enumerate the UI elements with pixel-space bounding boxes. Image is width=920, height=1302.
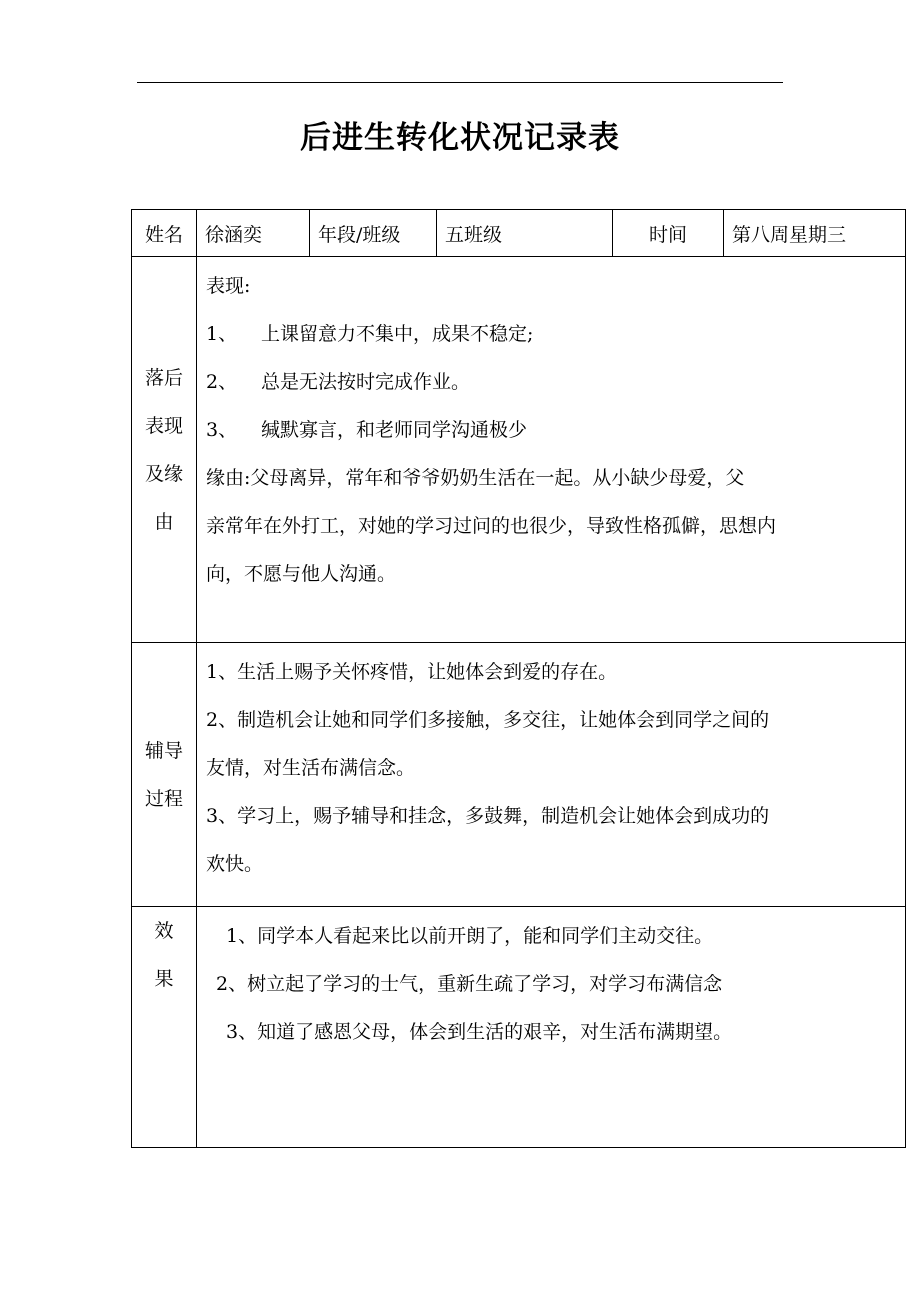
guidance-content [197,643,906,907]
performance-label-line: 由 [154,510,174,533]
reason-line: 缘由:父母离异，常年和爷爷奶奶生活在一起。从小缺少母爱，父 [206,467,745,489]
effect-label-line: 效 [154,920,174,942]
reason-line: 亲常年在外打工，对她的学习过问的也很少，导致性格孤僻，思想内 [206,515,777,537]
performance-label-line: 落后 [144,366,183,389]
performance-label-line: 及缘 [144,462,183,485]
effect-row [132,907,906,1148]
item-number: 2、 [206,371,238,393]
effect-line: 3、知道了感恩父母，体会到生活的艰辛，对生活布满期望。 [226,1021,733,1043]
name-label: 姓名 [132,210,197,257]
guidance-line: 欢快。 [206,853,264,875]
item-number: 3、 [206,419,238,441]
performance-item [206,406,897,454]
effect-line: 1、同学本人看起来比以前开朗了，能和同学们主动交往。 [226,925,714,947]
time-label: 时间 [613,210,724,257]
effect-content [197,907,906,1148]
reason-line: 向，不愿与他人沟通。 [206,563,397,585]
effect-label-line: 果 [154,968,174,990]
guidance-row [132,643,906,907]
performance-label-line: 表现 [144,414,183,437]
name-value: 徐涵奕 [197,210,310,257]
record-table [131,209,906,1148]
grade-value: 五班级 [437,210,613,257]
item-text: 总是无法按时完成作业。 [261,371,471,393]
page-title: 后进生转化状况记录表 [300,120,620,156]
item-text: 缄默寡言，和老师同学沟通极少 [261,419,528,441]
header-rule [137,82,783,83]
guidance-label [132,643,197,907]
performance-content [197,257,906,643]
performance-heading: 表现: [206,275,251,297]
guidance-label-line: 过程 [144,787,183,810]
effect-line: 2、树立起了学习的士气，重新生疏了学习，对学习布满信念 [216,973,723,995]
header-row [132,210,906,257]
guidance-line: 1、生活上赐予关怀疼惜，让她体会到爱的存在。 [206,661,618,683]
time-value: 第八周星期三 [724,210,906,257]
performance-label [132,257,197,643]
performance-item [206,358,897,406]
guidance-line: 3、学习上，赐予辅导和挂念，多鼓舞，制造机会让她体会到成功的 [206,805,770,827]
guidance-label-line: 辅导 [144,739,183,762]
grade-label: 年段/班级 [310,210,437,257]
item-text: 上课留意力不集中，成果不稳定; [261,323,534,345]
performance-item [206,310,897,358]
item-number: 1、 [206,323,238,345]
effect-label [132,907,197,1148]
guidance-line: 2、制造机会让她和同学们多接触，多交往，让她体会到同学之间的 [206,709,770,731]
guidance-line: 友情，对生活布满信念。 [206,757,416,779]
performance-row [132,257,906,643]
